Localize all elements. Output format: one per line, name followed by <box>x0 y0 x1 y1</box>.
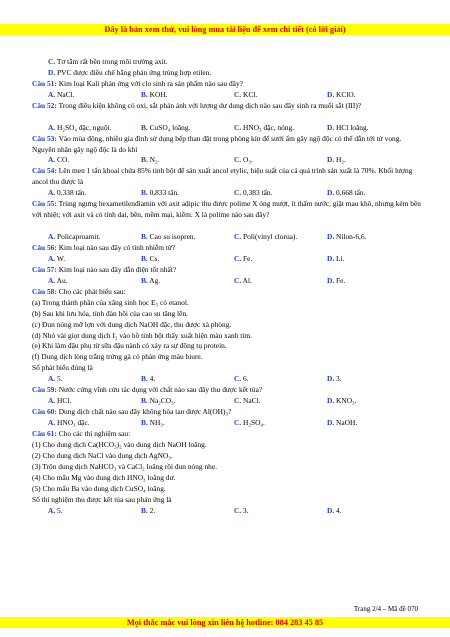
option-a: A. HNO₃ đặc. <box>48 418 90 428</box>
statement-f: (f) Dung dịch lòng trắng trứng gà có phản ứng màu biure. <box>32 352 203 362</box>
option-a: A. NaCl. <box>48 89 75 99</box>
question-54: Câu 54: Lên men 1 tấn khoai chứa 85% tinh bột để sản xuất ancol etylic, hiệu suất của cả quá trình sản xuất là 70%. Khối lượng ancol thu được là <box>32 166 413 187</box>
statement-d: (d) Nhỏ vài giọt dung dịch I₂ vào hồ tinh bột thấy xuất hiện màu xanh tím. <box>32 330 252 340</box>
option-b: B. Ag. <box>141 275 161 285</box>
option-a: A. CO. <box>48 155 70 165</box>
question-58-prompt: Số phát biểu đúng là <box>32 363 93 373</box>
question-52: Câu 52: Trong điều kiện không có oxi, sắt phản ánh với lượng dư dung dịch nào sau đây sinh ra muối sắt (III)? <box>32 100 362 110</box>
option-d: D. 0,668 tấn. <box>327 188 366 198</box>
experiment-4: (4) Cho mẩu Mg vào dung dịch HNO₃ loãng dư. <box>32 472 176 482</box>
option-a: A. HCl. <box>48 396 72 406</box>
option-c: C. Fe. <box>234 253 253 263</box>
option-a: A. 5. <box>48 505 63 515</box>
question-58: Câu 58: Cho các phát biểu sau: <box>32 286 126 296</box>
question-61: Câu 61: Cho các thí nghiệm sau: <box>32 428 131 438</box>
question-59: Câu 59: Nước cứng vĩnh cửu tác dụng với chất nào sau đây thu được kết tủa? <box>32 385 263 395</box>
option-d: D. HCl loãng. <box>327 122 369 132</box>
option-d: D. Li. <box>327 253 345 263</box>
option-b: B. 2. <box>141 505 156 515</box>
option-c: C. NaCl. <box>234 396 261 406</box>
option-c: C. O₃. <box>234 155 253 165</box>
option-a: A. Policaproamit. <box>48 232 101 242</box>
prev-option-c: C. Tơ tằm rất bền trong môi trường axit. <box>48 57 168 66</box>
question-54-options <box>32 188 424 199</box>
option-b: B. NH₃. <box>141 418 165 428</box>
question-57: Câu 57: Kim loại nào sau đây dẫn điện tốt nhất? <box>32 264 177 274</box>
question-55-options <box>32 232 424 243</box>
question-59-options <box>32 396 424 407</box>
option-c: C. 0,383 tấn. <box>234 188 273 198</box>
option-c: C. KCl. <box>234 89 258 99</box>
option-d: D. NaOH. <box>327 418 358 428</box>
prev-option-d: D. PVC được điều chế bằng phản ứng trùng hợp etilen. <box>48 67 212 77</box>
statement-a: (a) Trong thành phần của xăng sinh học E₅ có etanol. <box>32 297 189 307</box>
statement-e: (e) Khi làm đậu phụ từ sữa đậu nành có xảy ra sự đông tụ protein. <box>32 341 227 351</box>
option-b: B. KOH. <box>141 89 168 99</box>
question-61-prompt: Số thí nghiệm thu được kết tủa sau phản ứng là <box>32 494 172 504</box>
question-56: Câu 56: Kim loại nào sau đây có tính nhiễm từ? <box>32 243 176 253</box>
question-56-options <box>32 254 424 265</box>
option-d: D. Nilon-6,6. <box>327 232 367 242</box>
option-c: C. 3. <box>234 505 249 515</box>
option-c: C. HNO₃ đặc, nóng. <box>234 122 295 132</box>
option-b: B. 4. <box>141 374 156 384</box>
option-a: A. W. <box>48 253 66 263</box>
option-d: D. KClO. <box>327 89 356 99</box>
option-a: A. H₂SO₄ đặc, nguội. <box>48 122 112 132</box>
option-d: D. 4. <box>327 505 342 515</box>
question-55: Câu 55: Trùng ngưng hexametilenđiamin với axit adipic thu được polime X óng mượt, ít thấm nước, giặt mau khô, nhưng kém bền với nhiệt; với axit và có tính dai, bền, mềm mại, kiềm. X là polime nào sau đây? <box>32 199 421 220</box>
exam-content <box>32 57 424 516</box>
option-a: A. Au. <box>48 275 68 285</box>
experiment-1: (1) Cho dung dịch Ca(HCO₃)₂ vào dung dịch NaOH loãng. <box>32 439 207 449</box>
question-60: Câu 60: Dung dịch chất nào sau đây không hòa tan được Al(OH)₃? <box>32 407 232 417</box>
option-b: B. N₂. <box>141 155 160 165</box>
option-b: B. Cs. <box>141 253 160 263</box>
question-51: Câu 51: Kim loại Kali phản ứng với clo sinh ra sản phẩm nào sau đây? <box>32 78 243 88</box>
footer-banner: Mọi thắc mắc vui lòng xin liên hệ hotline: 084 283 45 85 <box>0 617 450 628</box>
option-d: D. Fe. <box>327 275 346 285</box>
option-c: C. Poli(vinyl clorua). <box>234 232 298 242</box>
page-number: Trang 2/4 – Mã đề 070 <box>353 605 418 613</box>
question-53: Câu 53: Vào mùa đông, nhiều gia đình sử dụng bếp than đặt trong phòng kín để sưởi ấm gây ngộ độc có thể dẫn tới tử vong. Nguyên nhân gây ngộ độc là do khí <box>32 133 402 154</box>
option-b: B. Cao su isopren. <box>141 232 196 242</box>
option-c: C. Al. <box>234 275 252 285</box>
option-a: A. 5. <box>48 374 63 384</box>
experiment-5: (5) Cho mẩu Ba vào dung dịch CuSO₄ loãng. <box>32 483 166 493</box>
option-d: D. 3. <box>327 374 342 384</box>
question-53-options <box>32 155 424 166</box>
question-52-options <box>32 123 424 134</box>
option-c: C. H₂SO₄. <box>234 418 265 428</box>
option-a: A. 0,338 tấn. <box>48 188 87 198</box>
option-b: B. CuSO₄ loãng. <box>141 122 191 132</box>
question-61-options <box>32 506 424 517</box>
option-b: B. 0,833 tấn. <box>141 188 179 198</box>
question-60-options <box>32 418 424 429</box>
experiment-2: (2) Cho dung dịch NaCl vào dung dịch AgNO₃. <box>32 450 173 460</box>
statement-c: (c) Đun nóng mỡ lợn với dung dịch NaOH đặc, thu được xà phòng. <box>32 319 232 329</box>
statement-b: (b) Sau khi lưu hóa, tính đàn hồi của cao su tăng lên. <box>32 308 188 318</box>
option-d: D. KNO₃. <box>327 396 357 406</box>
header-banner: Đây là bản xem thử, vui lòng mua tài liệu để xem chi tiết (có lời giải) <box>0 24 450 35</box>
question-51-options <box>32 90 424 101</box>
option-b: B. Na₂CO₃. <box>141 396 176 406</box>
option-d: D. H₂. <box>327 155 346 165</box>
experiment-3: (3) Trộn dung dịch NaHCO₃ và CaCl₂ loãng rồi đun nóng nhẹ. <box>32 461 217 471</box>
question-58-options <box>32 374 424 385</box>
question-57-options <box>32 276 424 287</box>
option-c: C. 6. <box>234 374 249 384</box>
